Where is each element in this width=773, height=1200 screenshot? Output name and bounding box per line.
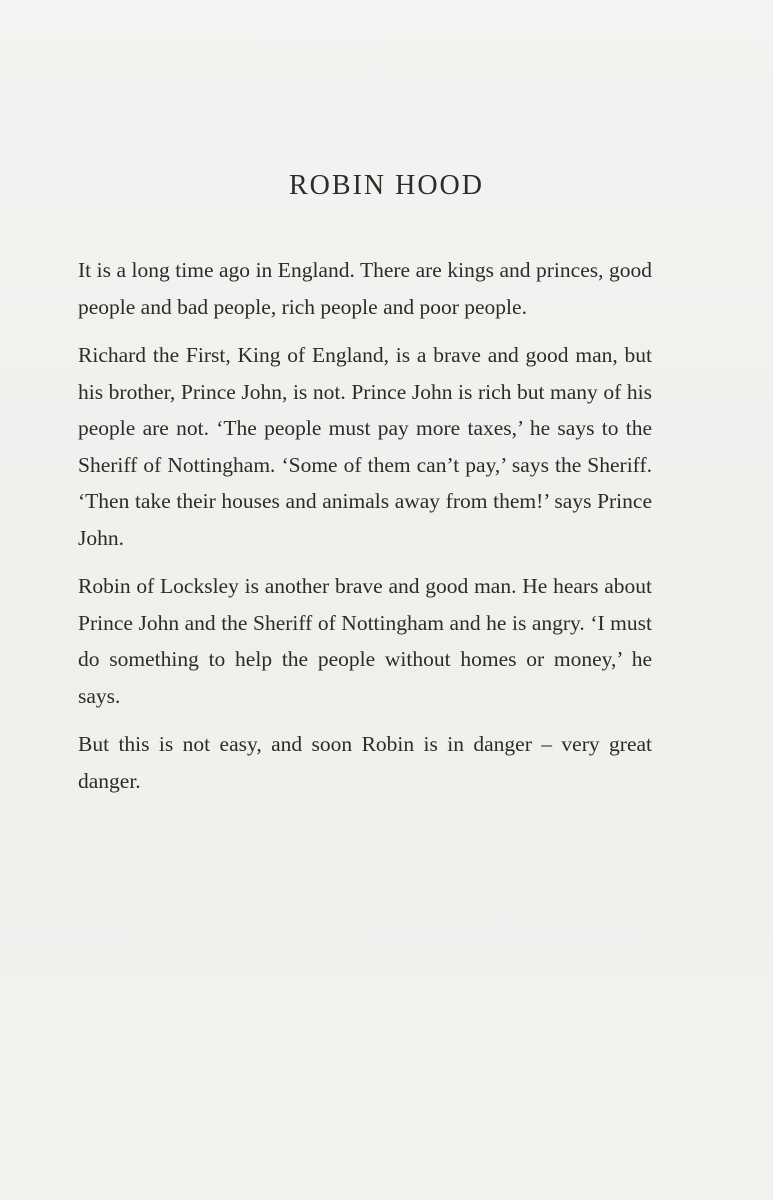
page-title: ROBIN HOOD — [289, 170, 484, 201]
paragraph-1: It is a long time ago in England. There are kings and princes, good people and bad people, rich people and poor people. — [78, 258, 652, 319]
paragraph-4: But this is not easy, and soon Robin is in danger – very great danger. — [78, 732, 652, 793]
body-text — [78, 252, 652, 811]
paragraph-2: Richard the First, King of England, is a brave and good man, but his brother, Prince John, is not. Prince John is rich but many of his people are not. ‘The people must pay more taxes,’ he says to the Sheriff of Nottingham. ‘Some of them can’t pay,’ says the Sheriff. ‘Then take their houses and animals away from them!’ says Prince John. — [78, 343, 652, 550]
paragraph-3: Robin of Locksley is another brave and good man. He hears about Prince John and the Sheriff of Nottingham and he is angry. ‘I must do something to help the people without homes or money,’ he says. — [78, 574, 652, 708]
